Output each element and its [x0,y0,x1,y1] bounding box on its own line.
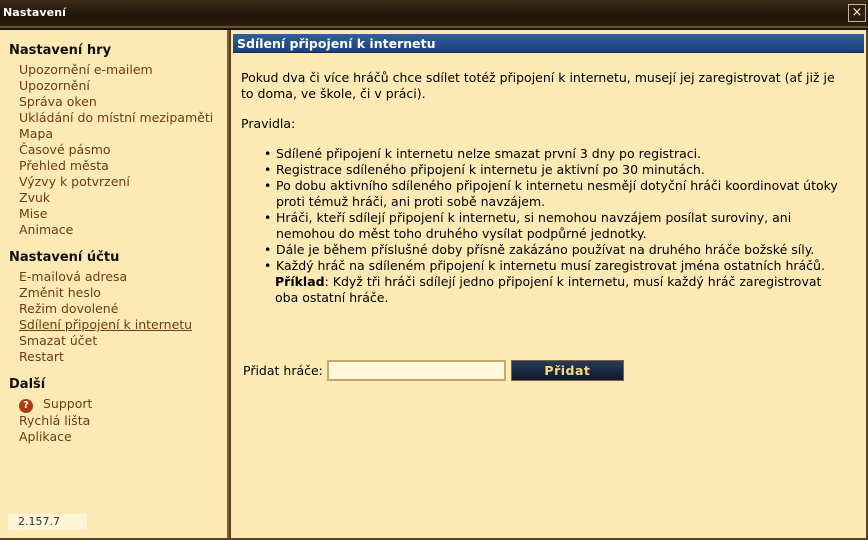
example-list [263,274,841,306]
add-player-row [243,360,624,381]
example-item [263,274,841,306]
content [241,70,841,306]
sidebar-item-vacation-mode[interactable]: Režim dovolené [19,301,119,316]
sidebar-item-sound[interactable]: Zvuk [19,190,51,205]
sidebar-item-timezone[interactable]: Časové pásmo [19,142,111,157]
section-title-game-settings: Nastavení hry [9,43,112,58]
sidebar-item-apps[interactable]: Aplikace [19,429,72,444]
rule-item: • Každý hráč na sdíleném připojení k internetu musí zaregistrovat jména ostatních hráčů. [264,258,841,274]
rule-item: • Dále je během příslušné doby přísně zakázáno používat na druhého hráče božské síly. [264,242,841,258]
add-player-label: Přidat hráče: [243,363,323,378]
main-panel [231,30,866,538]
sidebar-item-quickbar[interactable]: Rychlá lišta [19,413,91,428]
version-label: 2.157.7 [8,514,87,530]
window-title: Nastavení [3,6,66,19]
sidebar-item-map[interactable]: Mapa [19,126,54,141]
add-player-button[interactable]: Přidat [511,360,624,381]
sidebar-item-delete-account[interactable]: Smazat účet [19,333,98,348]
sidebar-item-animations[interactable]: Animace [19,222,74,237]
rules-title: Pravidla: [241,116,296,131]
sidebar-item-confirmations[interactable]: Výzvy k potvrzení [19,174,130,189]
rule-item: • Po dobu aktivního sdíleného připojení k internetu nesmějí dotyční hráči koordinovat útoky proti témuž hráči, ani proti sobě navzájem. [264,178,841,210]
page-title: Sdílení připojení k internetu [233,34,864,53]
rule-item: • Hráči, kteří sdílejí připojení k internetu, si nemohou navzájem posílat suroviny, ani nemohou do měst toho druhého vysílat podpůrné jednotky. [264,210,841,242]
section-title-account-settings: Nastavení účtu [9,250,120,265]
sidebar-item-notifications[interactable]: Upozornění [19,78,90,93]
sidebar-item-shared-connection[interactable]: Sdílení připojení k internetu [19,317,193,332]
sidebar-item-change-password[interactable]: Změnit heslo [19,285,101,300]
sidebar-item-support-label: Support [42,396,93,411]
other-list [0,396,92,445]
example-text: : Když tři hráči sdílejí jedno připojení k internetu, musí každý hráč zaregistrovat oba ostatní hráče. [275,274,822,305]
title-bar [0,0,868,28]
sidebar-item-restart[interactable]: Restart [19,349,64,364]
intro-text: Pokud dva či více hráčů chce sdílet totéž připojení k internetu, musejí jej zaregistrovat (ať již je to doma, ve škole, či v práci). [241,70,835,101]
sidebar [0,30,229,538]
sidebar-item-local-cache[interactable]: Ukládání do místní mezipaměti [19,110,214,125]
sidebar-item-support[interactable] [19,396,92,413]
close-button[interactable] [848,4,866,22]
sidebar-item-city-overview[interactable]: Přehled města [19,158,109,173]
game-settings-list [0,62,213,238]
example-label: Příklad [275,274,325,289]
player-name-input[interactable] [327,360,506,381]
sidebar-item-email-address[interactable]: E-mailová adresa [19,269,128,284]
help-icon: ? [19,399,33,413]
sidebar-item-email-notifications[interactable]: Upozornění e-mailem [19,62,153,77]
close-icon: × [851,5,863,20]
rules-list [264,146,841,274]
account-settings-list [0,269,192,365]
rule-item: • Sdílené připojení k internetu nelze smazat první 3 dny po registraci. [264,146,841,162]
sidebar-item-quests[interactable]: Mise [19,206,48,221]
rule-item: • Registrace sdíleného připojení k internetu je aktivní po 30 minutách. [264,162,841,178]
sidebar-item-window-management[interactable]: Správa oken [19,94,97,109]
section-title-other: Další [9,377,46,392]
